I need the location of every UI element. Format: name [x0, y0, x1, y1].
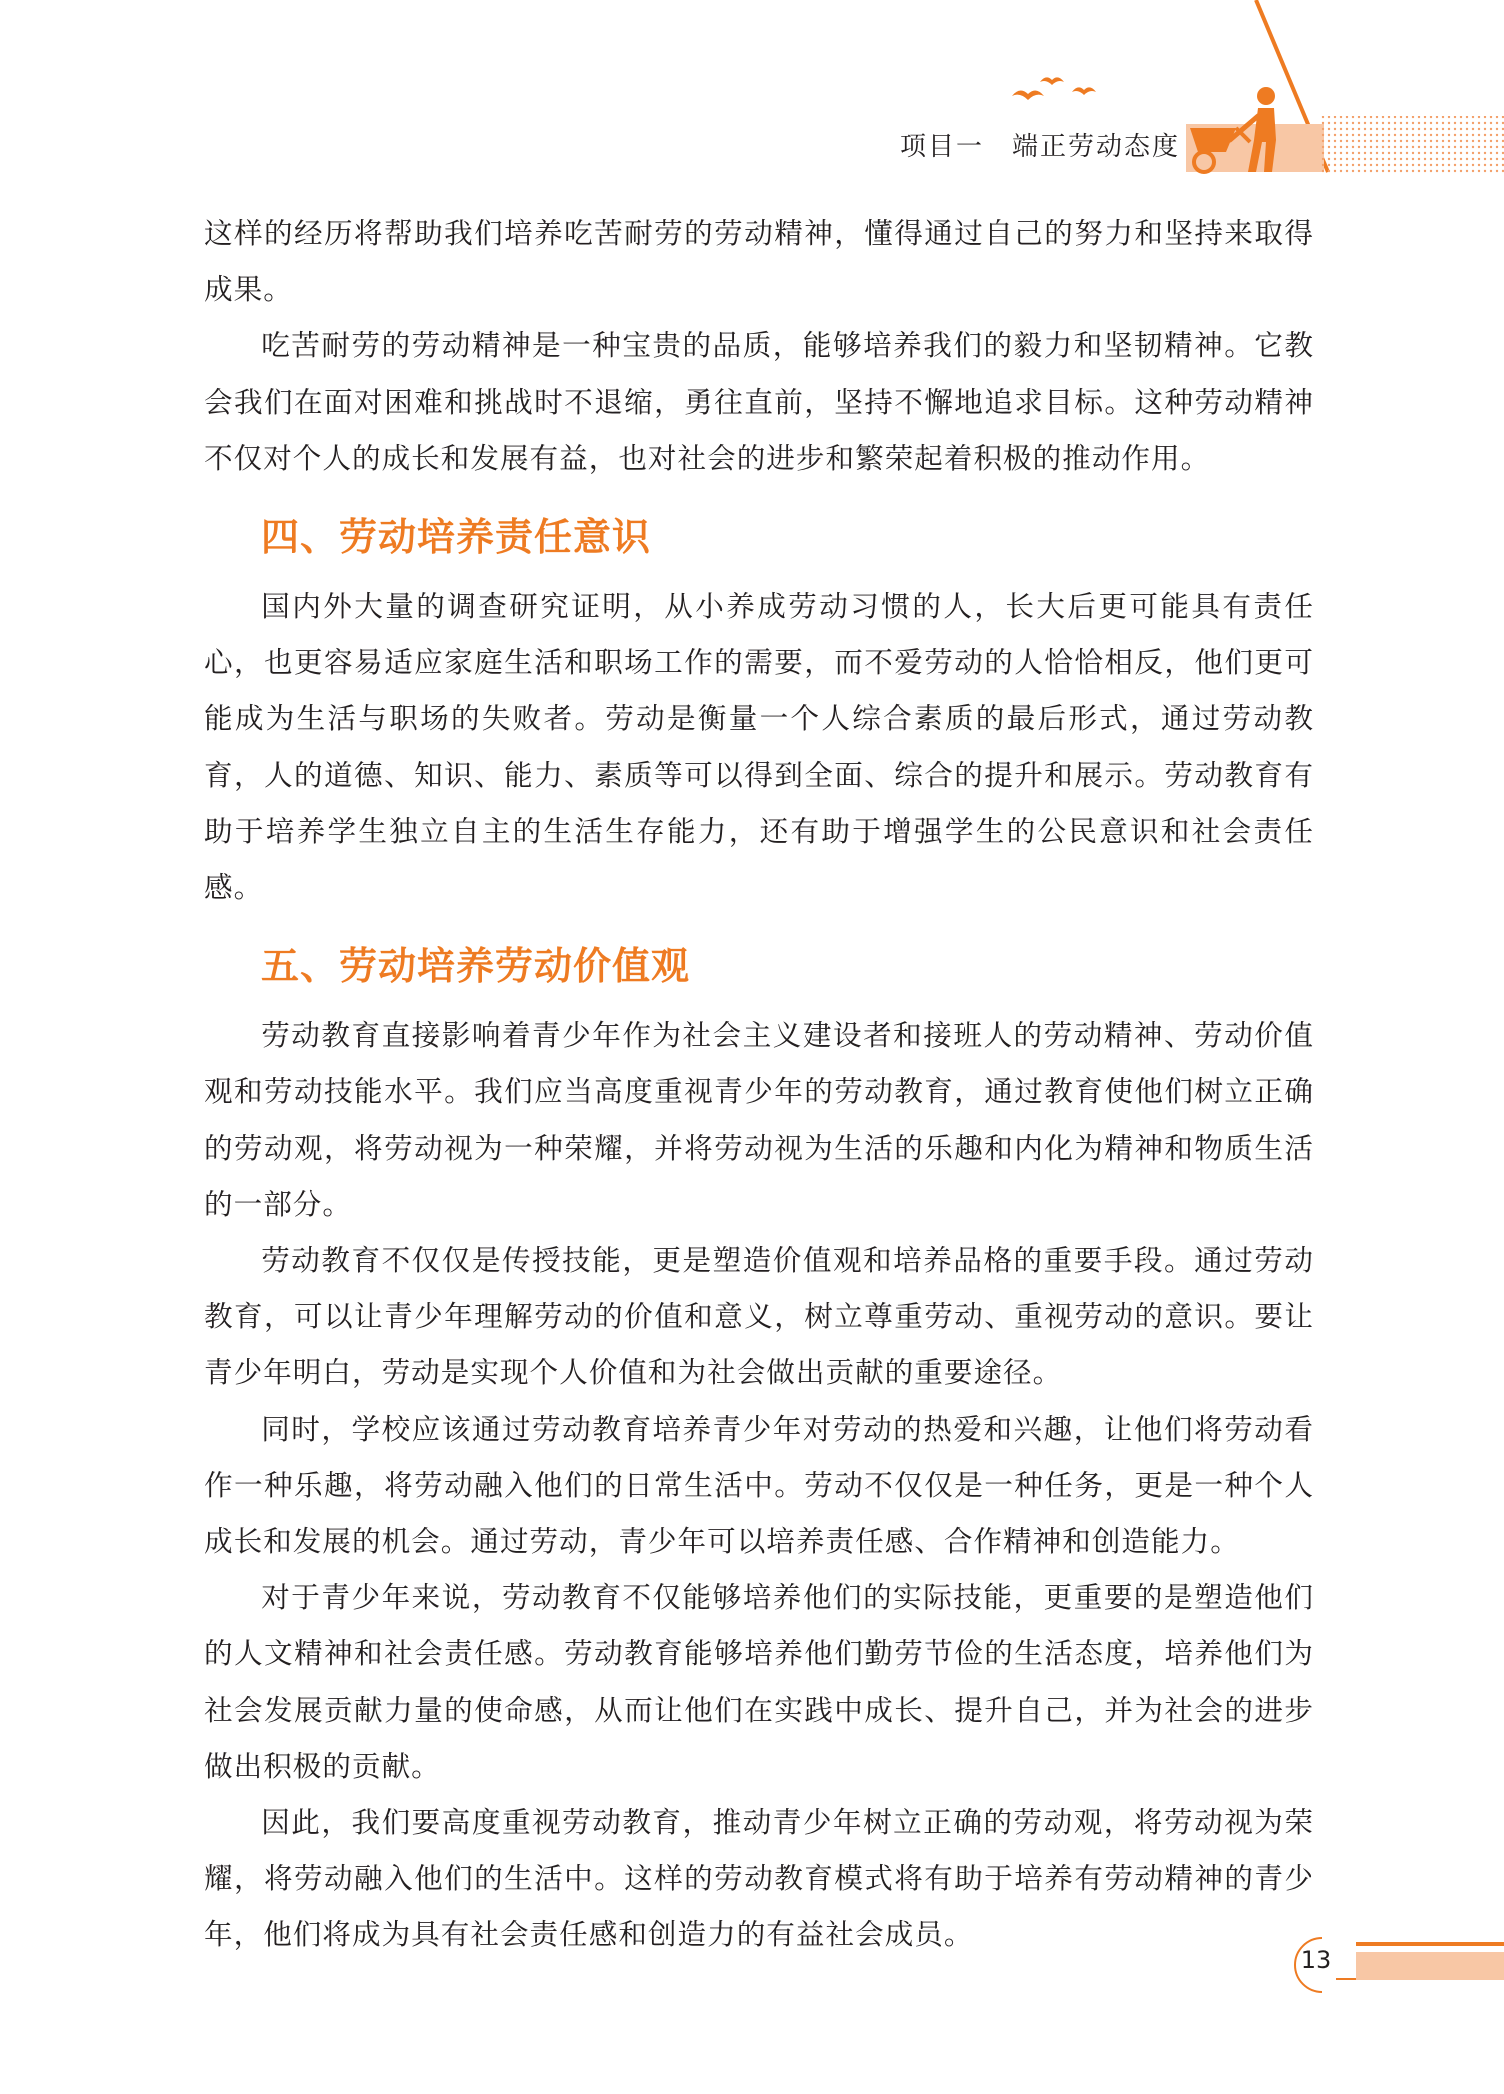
- birds-icon: [1012, 77, 1096, 100]
- header-decoration: [0, 0, 1504, 190]
- paragraph: 劳动教育不仅仅是传授技能，更是塑造价值观和培养品格的重要手段。通过劳动教育，可以让青少年理解劳动的价值和意义，树立尊重劳动、重视劳动的意识。要让青少年明白，劳动是实现个人价值和为社会做出贡献的重要途径。: [204, 1243, 1314, 1390]
- chapter-title: 端正劳动态度: [1012, 132, 1181, 162]
- dot-pattern-decor: [1320, 116, 1504, 174]
- page-body: [204, 205, 1314, 1963]
- section-heading-4: 四、劳动培养责任意识: [261, 514, 652, 560]
- section-heading-5: 五、劳动培养劳动价值观: [261, 943, 691, 989]
- paragraph: 吃苦耐劳的劳动精神是一种宝贵的品质，能够培养我们的毅力和坚韧精神。它教会我们在面对困难和挑战时不退缩，勇往直前，坚持不懈地追求目标。这种劳动精神不仅对个人的成长和发展有益，也对社会的进步和繁荣起着积极的推动作用。: [204, 328, 1314, 475]
- paragraph: 这样的经历将帮助我们培养吃苦耐劳的劳动精神，懂得通过自己的努力和坚持来取得成果。: [204, 216, 1314, 307]
- page-number: 13: [1300, 1946, 1332, 1974]
- paragraph: 对于青少年来说，劳动教育不仅能够培养他们的实际技能，更重要的是塑造他们的人文精神和社会责任感。劳动教育能够培养他们勤劳节俭的生活态度，培养他们为社会发展贡献力量的使命感，从而让他们在实践中成长、提升自己，并为社会的进步做出积极的贡献。: [204, 1580, 1314, 1783]
- paragraph: 因此，我们要高度重视劳动教育，推动青少年树立正确的劳动观，将劳动视为荣耀，将劳动融入他们的生活中。这样的劳动教育模式将有助于培养有劳动精神的青少年，他们将成为具有社会责任感和创造力的有益社会成员。: [204, 1805, 1314, 1952]
- paragraph: 劳动教育直接影响着青少年作为社会主义建设者和接班人的劳动精神、劳动价值观和劳动技能水平。我们应当高度重视青少年的劳动教育，通过教育使他们树立正确的劳动观，将劳动视为一种荣耀，并将劳动视为生活的乐趣和内化为精神和物质生活的一部分。: [204, 1018, 1314, 1221]
- project-label: 项目一: [900, 132, 985, 162]
- running-header: [900, 126, 1180, 163]
- paragraph: 同时，学校应该通过劳动教育培养青少年对劳动的热爱和兴趣，让他们将劳动看作一种乐趣，将劳动融入他们的日常生活中。劳动不仅仅是一种任务，更是一种个人成长和发展的机会。通过劳动，青少年可以培养责任感、合作精神和创造能力。: [204, 1411, 1314, 1559]
- paragraph: 国内外大量的调查研究证明，从小养成劳动习惯的人，长大后更可能具有责任心，也更容易适应家庭生活和职场工作的需要，而不爱劳动的人恰恰相反，他们更可能成为生活与职场的失败者。劳动是衡量一个人综合素质的最后形式，通过劳动教育，人的道德、知识、能力、素质等可以得到全面、综合的提升和展示。劳动教育有助于培养学生独立自主的生活生存能力，还有助于增强学生的公民意识和社会责任感。: [204, 589, 1314, 905]
